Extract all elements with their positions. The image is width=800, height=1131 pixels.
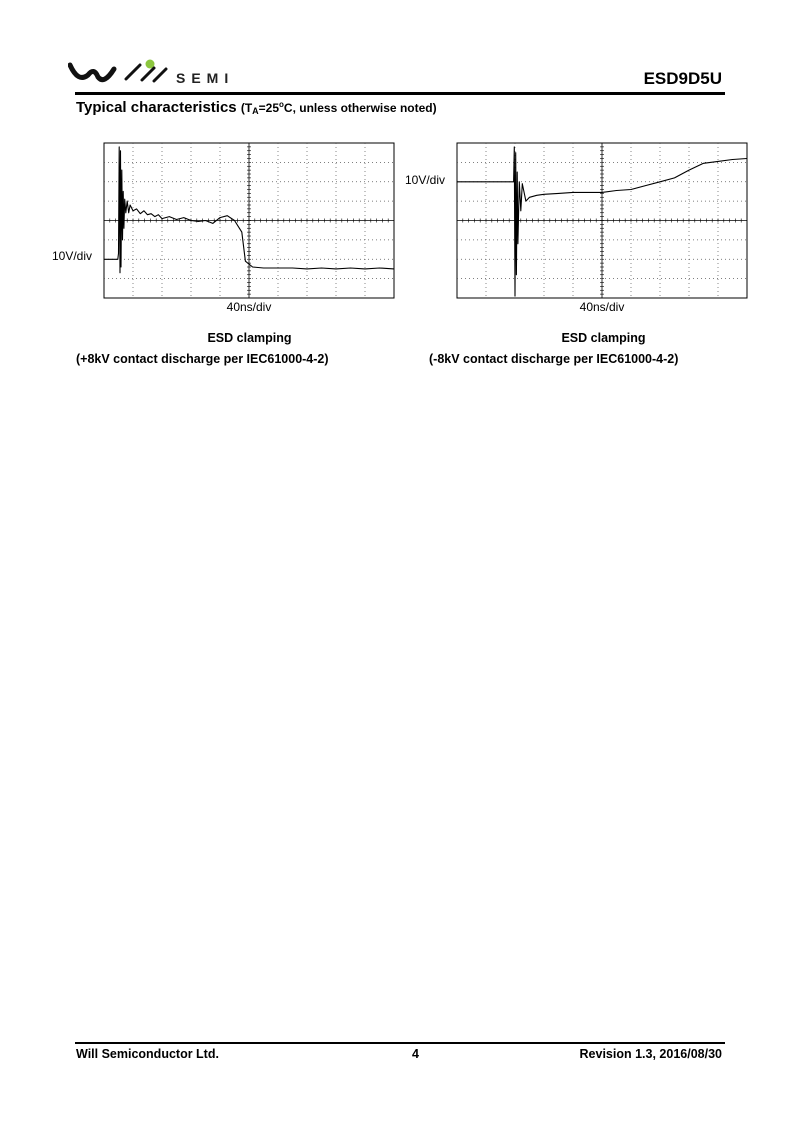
scope-ylabel: 10V/div <box>405 173 446 187</box>
section-title <box>76 99 437 116</box>
logo-text: SEMI <box>176 70 235 86</box>
document-number: ESD9D5U <box>643 69 722 88</box>
scope-svg-positive <box>50 140 400 315</box>
condition-mid: =25 <box>258 101 280 115</box>
chart-subtitle-negative: (-8kV contact discharge per IEC61000-4-2) <box>429 352 679 366</box>
chart-title-negative: ESD clamping <box>561 331 646 345</box>
scope-svg-negative <box>403 140 753 315</box>
section-condition <box>241 101 437 115</box>
scope-chart-positive <box>50 140 400 315</box>
chart-title-positive: ESD clamping <box>207 331 292 345</box>
chart-subtitle-positive: (+8kV contact discharge per IEC61000-4-2) <box>76 352 329 366</box>
scope-chart-negative <box>403 140 753 315</box>
condition-sup: o <box>279 100 284 109</box>
section-title-text: Typical characteristics <box>76 99 237 116</box>
scope-ylabel: 10V/div <box>52 249 93 263</box>
condition-prefix: (T <box>240 101 253 115</box>
footer-revision: Revision 1.3, 2016/08/30 <box>579 1047 722 1061</box>
condition-sub: A <box>252 106 259 116</box>
scope-xlabel: 40ns/div <box>226 300 272 314</box>
condition-suffix: C, unless otherwise noted) <box>283 101 437 115</box>
footer-divider <box>75 1042 725 1044</box>
footer-page-number: 4 <box>412 1047 419 1061</box>
scope-xlabel: 40ns/div <box>579 300 625 314</box>
footer-company: Will Semiconductor Ltd. <box>76 1047 219 1061</box>
will-logo-icon <box>68 55 168 85</box>
company-logo <box>68 55 168 90</box>
header-divider <box>75 92 725 95</box>
